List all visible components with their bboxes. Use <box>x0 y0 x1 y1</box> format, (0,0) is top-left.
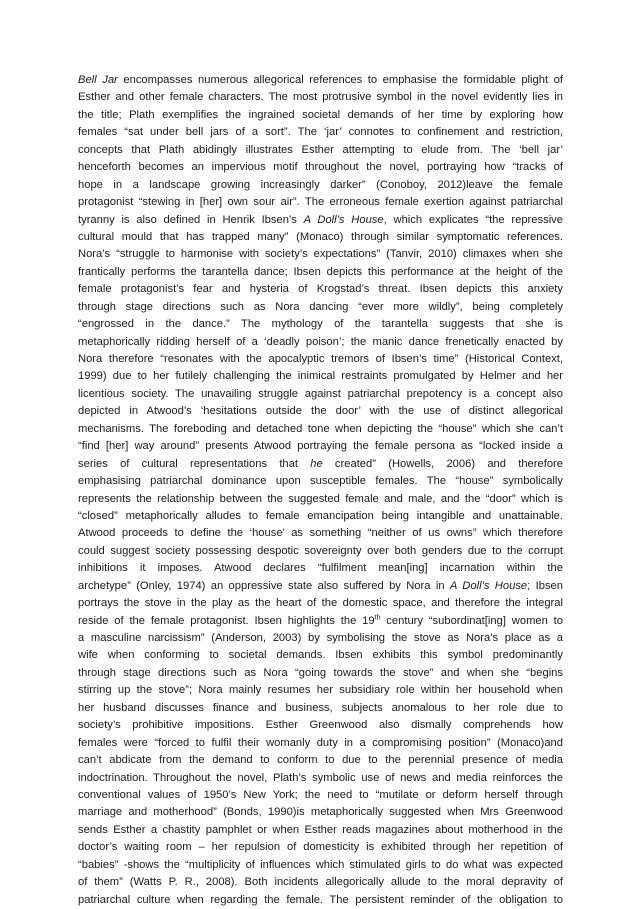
text-run: the title; Plath exemplifies the ingrained societal demands of her time by exploring how <box>78 108 563 121</box>
text-line <box>78 560 563 577</box>
text-line <box>78 665 563 682</box>
text-run: licentious society. The unavailing struggle against patriarchal prepotency is a concept also <box>78 387 563 400</box>
text-run: tyranny is also defined in Henrik Ibsen’s <box>78 213 304 226</box>
text-line <box>78 647 563 664</box>
text-line <box>78 456 563 473</box>
text-run: a masculine narcissism” (Anderson, 2003) by symbolising the stove as Nora’s place as a <box>78 632 563 644</box>
text-run: sends Esther a chastity pamphlet or when Esther reads magazines about motherhood in the <box>78 823 563 836</box>
text-run: through stage directions such as Nora “going towards the stove” and when she “begins <box>78 666 563 679</box>
text-line <box>78 368 563 385</box>
text-run: encompasses numerous allegorical references to emphasise the formidable plight of <box>117 74 563 86</box>
text-run: represents the relationship between the suggested female and male, and the “door” which is <box>78 492 563 505</box>
text-run: emphasising patriarchal dominance upon susceptible females. The “house” symbolically <box>78 475 563 488</box>
text-line <box>78 874 563 891</box>
text-run: Nora’s “struggle to harmonise with society’s expectations” (Tanvir, 2010) climaxes when she <box>78 248 563 261</box>
text-run: society’s prohibitive impositions. Esther Greenwood also dismally comprehends how <box>78 719 563 732</box>
text-line <box>78 595 563 612</box>
text-run: ; Ibsen <box>527 579 563 592</box>
text-line <box>78 700 563 717</box>
text-run: patriarchal culture when regarding the female. The persistent reminder of the obligation to <box>78 893 563 906</box>
text-line <box>78 770 563 787</box>
text-run: century “subordinat[ing] women to <box>380 614 563 627</box>
text-line <box>78 72 563 89</box>
text-run: “engrossed in the dance.” The mythology of the tarantella suggests that she is <box>78 318 563 331</box>
text-line <box>78 229 563 246</box>
text-line <box>78 89 563 106</box>
text-run: created” (Howells, 2006) and therefore <box>322 457 563 470</box>
text-run: inhibitions it imposes. Atwood declares “fulfilment mean[ing] incarnation within the <box>78 562 563 575</box>
text-run: henceforth becomes an impervious motif throughout the novel, portraying how “tracks of <box>78 161 563 174</box>
text-run: Atwood proceeds to define the ‘house’ as something “neither of us owns” which therefore <box>78 527 563 540</box>
text-run: cultural mould that has trapped many” (Monaco) through similar symptomatic references. <box>78 230 563 243</box>
text-run: could suggest society possessing despotic sovereignty over both genders due to the corrupt <box>78 544 563 557</box>
text-run: frantically performs the tarantella dance; Ibsen depicts this performance at the height of the <box>78 265 563 278</box>
text-run: “closed” metaphorically alludes to female emancipation being intangible and unattainable. <box>78 509 563 522</box>
text-line <box>78 752 563 769</box>
text-run: wife when conforming to societal demands. Ibsen exhibits this symbol predominantly <box>78 649 563 662</box>
italic-title: he <box>310 457 323 470</box>
text-run: female protagonist’s fear and hysteria of Krogstad’s threat. Ibsen depicts this anxiety <box>78 283 563 296</box>
text-line <box>78 299 563 316</box>
text-line <box>78 421 563 438</box>
text-line <box>78 246 563 263</box>
text-line <box>78 107 563 124</box>
text-line <box>78 264 563 281</box>
text-line <box>78 159 563 176</box>
text-run: 1999) due to her futilely challenging the inimical restraints promulgated by Helmer and her <box>78 370 563 383</box>
text-line <box>78 142 563 159</box>
text-run: portrays the stove in the play as the heart of the domestic space, and therefore the integral <box>78 597 563 610</box>
text-line <box>78 735 563 752</box>
text-line <box>78 194 563 211</box>
text-run: hope in a landscape growing increasingly darker” (Conoboy, 2012)leave the female <box>78 178 563 191</box>
text-run: reside of the female protagonist. Ibsen highlights the 19 <box>78 614 375 627</box>
text-line <box>78 822 563 839</box>
text-run: her husband discusses finance and business, subjects anomalous to her role due to <box>78 701 563 714</box>
text-line <box>78 212 563 229</box>
text-line <box>78 334 563 351</box>
document-body <box>78 72 563 909</box>
text-line <box>78 857 563 874</box>
text-line <box>78 839 563 856</box>
text-line <box>78 386 563 403</box>
text-line <box>78 804 563 821</box>
text-run: of them” (Watts P. R., 2008). Both incidents allegorically allude to the moral depravity of <box>78 876 563 889</box>
text-line <box>78 124 563 141</box>
text-line <box>78 438 563 455</box>
text-line <box>78 578 563 595</box>
text-run: through stage directions such as Nora dancing “ever more wildly”, being completely <box>78 300 563 313</box>
text-run: protagonist “stewing in [her] own sour air”. The erroneous female exertion against patriarchal <box>78 196 563 209</box>
text-line <box>78 473 563 490</box>
text-run: “babies” -shows the “multiplicity of influences which stimulated girls to do what was expected <box>78 858 563 871</box>
text-run: “find [her] way around” presents Atwood portraying the female persona as “locked inside a <box>78 440 563 453</box>
text-run: doctor’s waiting room – her repulsion of domesticity is exhibited through her repetition of <box>78 841 563 854</box>
text-run: mechanisms. The foreboding and detached tone when depicting the “house” which she can’t <box>78 422 563 435</box>
text-line <box>78 630 563 647</box>
text-run: , which explicates “the repressive <box>383 213 563 226</box>
text-line <box>78 316 563 333</box>
italic-title: A Doll’s House <box>303 213 384 226</box>
text-run: conventional values of 1950’s New York; the need to “mutilate or deform herself through <box>78 788 563 801</box>
text-run: Nora therefore “resonates with the apocalyptic tremors of Ibsen’s time” (Historical Context, <box>78 353 563 365</box>
text-line <box>78 508 563 525</box>
text-line <box>78 717 563 734</box>
text-line <box>78 351 563 368</box>
text-line <box>78 543 563 560</box>
text-run: series of cultural representations that <box>78 457 311 470</box>
text-run: females were “forced to fulfil their womanly duty in a compromising position” (Monaco)and <box>78 736 563 749</box>
text-run: marriage and motherhood” (Bonds, 1990)is metaphorically suggested when Mrs Greenwood <box>78 806 563 819</box>
text-line <box>78 892 563 909</box>
text-run: stirring up the stove”; Nora mainly resumes her subsidiary role within her household when <box>78 684 563 697</box>
text-run: can’t abdicate from the demand to conform to due to the perennial presence of media <box>78 754 563 767</box>
text-run: Esther and other female characters. The most protrusive symbol in the novel evidently lies in <box>78 91 563 104</box>
text-line <box>78 177 563 194</box>
text-line <box>78 525 563 542</box>
text-run: indoctrination. Throughout the novel, Plath’s symbolic use of news and media reinforces the <box>78 771 563 784</box>
text-line <box>78 787 563 804</box>
text-line <box>78 491 563 508</box>
text-run: metaphorically ridding herself of a ‘deadly poison’; the manic dance frenetically enacted by <box>78 335 563 348</box>
italic-title: Bell Jar <box>78 74 118 86</box>
text-line <box>78 613 563 630</box>
text-run: depicted in Atwood’s ‘hesitations outside the door’ with the use of distinct allegorical <box>78 405 563 418</box>
italic-title: A Doll’s House <box>449 579 528 592</box>
text-line <box>78 403 563 420</box>
text-run: archetype” (Onley, 1974) an oppressive state also suffered by Nora in <box>78 579 450 592</box>
superscript: th <box>374 613 381 621</box>
text-run: females “sat under bell jars of a sort”. The ‘jar’ connotes to confinement and restriction, <box>78 126 563 139</box>
text-run: concepts that Plath abidingly illustrates Esther attempting to elude from. The ‘bell jar’ <box>78 143 563 156</box>
text-line <box>78 682 563 699</box>
text-line <box>78 281 563 298</box>
